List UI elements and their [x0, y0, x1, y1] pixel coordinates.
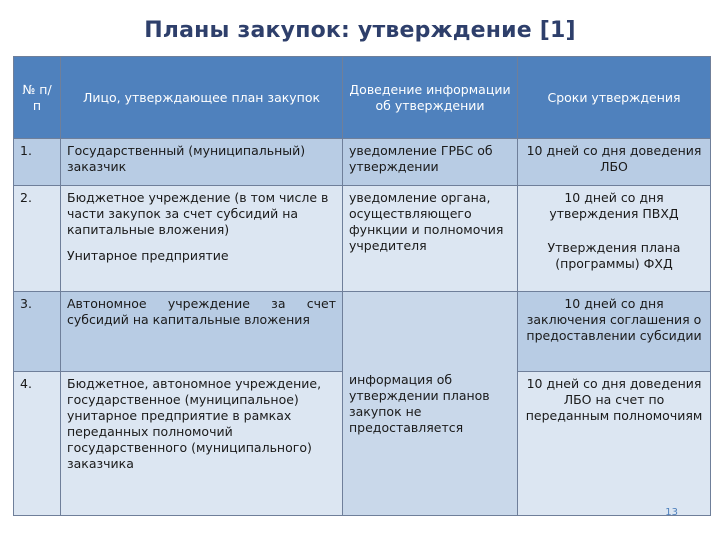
- row-term-extra: Утверждения плана (программы) ФХД: [547, 240, 681, 271]
- header-inform: Доведение информации об утверждении: [343, 57, 518, 139]
- page-number: 13: [665, 507, 678, 518]
- row-number: 3.: [14, 292, 61, 372]
- row-term-main: 10 дней со дня утверждения ПВХД: [549, 190, 679, 221]
- header-number: № п/п: [14, 57, 61, 139]
- row-term: [518, 186, 711, 292]
- row-inform: уведомление органа, осуществляющего функции и полномочия учредителя: [343, 186, 518, 292]
- row-term: 10 дней со дня заключения соглашения о предоставлении субсидии: [518, 292, 711, 372]
- row-approver-main: Бюджетное учреждение (в том числе в части закупок за счет субсидий на капитальные вложения): [67, 190, 329, 237]
- row-approver-extra: Унитарное предприятие: [67, 248, 229, 263]
- row-number: 1.: [14, 139, 61, 186]
- header-term: Сроки утверждения: [518, 57, 711, 139]
- approval-table: [13, 56, 711, 516]
- table-row: [14, 186, 711, 292]
- header-approver: Лицо, утверждающее план закупок: [61, 57, 343, 139]
- row-number: 4.: [14, 372, 61, 516]
- row-term: 10 дней со дня доведения ЛБО на счет по переданным полномочиям: [518, 372, 711, 516]
- row-inform-shared: информация об утверждении планов закупок не предоставляется: [343, 292, 518, 516]
- row-approver: Автономное учреждение за счет субсидий на капитальные вложения: [61, 292, 343, 372]
- table-header-row: [14, 57, 711, 139]
- row-approver: [61, 186, 343, 292]
- row-inform: уведомление ГРБС об утверждении: [343, 139, 518, 186]
- row-number: 2.: [14, 186, 61, 292]
- row-approver: Бюджетное, автономное учреждение, государственное (муниципальное) унитарное предприятие в рамках переданных полномочий государственного (муниципального) заказчика: [61, 372, 343, 516]
- row-term: 10 дней со дня доведения ЛБО: [518, 139, 711, 186]
- row-approver: Государственный (муниципальный) заказчик: [61, 139, 343, 186]
- table-row: [14, 292, 711, 372]
- page-title: Планы закупок: утверждение [1]: [144, 18, 576, 43]
- table-row: [14, 139, 711, 186]
